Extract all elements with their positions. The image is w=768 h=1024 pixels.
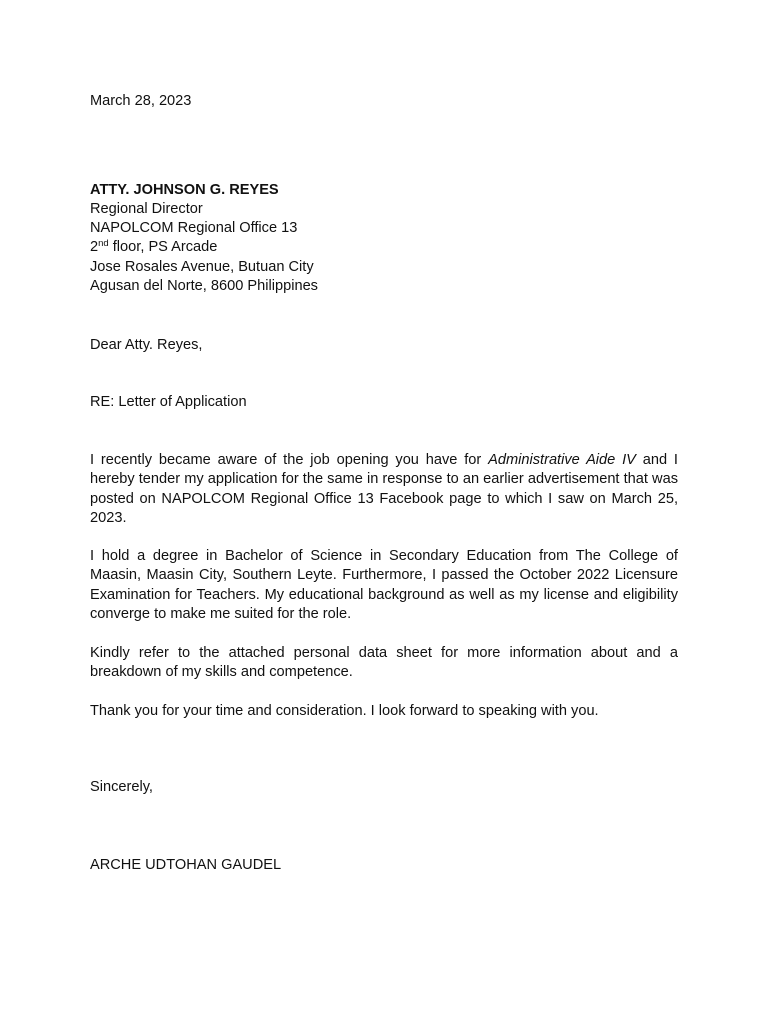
body-paragraph-2: I hold a degree in Bachelor of Science in Secondary Education from The College of Maasin, Maasin City, Southern Leyte. Furthermore, I passed the October 2022 Licensure Examination for Teachers. My educational background as well as my license and eligibility converge to make me suited for the role.: [90, 548, 678, 623]
p1-after: and I hereby tender my application for the same in response to an earlier advertisement that was posted on NAPOLCOM Regional Office 13 Facebook page to which I saw on March 25, 2023.: [90, 452, 678, 527]
recipient-name: ATTY. JOHNSON G. REYES: [90, 182, 279, 198]
salutation: Dear Atty. Reyes,: [90, 337, 203, 353]
closing: Sincerely,: [90, 779, 153, 795]
recipient-floor: [90, 238, 217, 257]
body-paragraph-4: Thank you for your time and consideration. I look forward to speaking with you.: [90, 703, 599, 719]
body-paragraph-1: [90, 451, 678, 529]
recipient-street: Jose Rosales Avenue, Butuan City: [90, 259, 314, 275]
position-title: Administrative Aide IV: [488, 452, 636, 468]
recipient-province: Agusan del Norte, 8600 Philippines: [90, 278, 318, 294]
subject-line: RE: Letter of Application: [90, 394, 247, 410]
floor-rest: floor, PS Arcade: [108, 239, 218, 255]
p1-before: I recently became aware of the job opening you have for: [90, 452, 489, 468]
floor-number: 2: [90, 239, 99, 255]
signature-name: ARCHE UDTOHAN GAUDEL: [90, 857, 282, 873]
floor-suffix: nd: [98, 238, 109, 249]
letter-date: March 28, 2023: [90, 93, 192, 109]
recipient-title: Regional Director: [90, 201, 203, 217]
letter-page: [90, 0, 678, 1024]
body-paragraph-3: Kindly refer to the attached personal data sheet for more information about and a breakdown of my skills and competence.: [90, 645, 678, 681]
recipient-office: NAPOLCOM Regional Office 13: [90, 220, 298, 236]
